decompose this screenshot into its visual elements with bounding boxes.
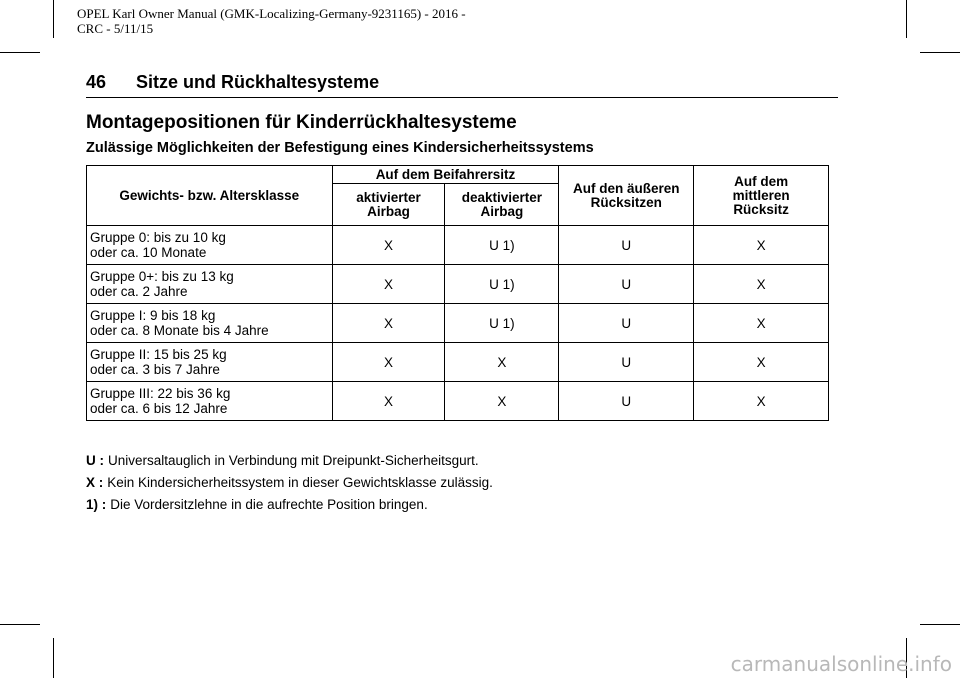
- legend-key: 1) :: [86, 497, 107, 512]
- document-meta: [77, 6, 466, 36]
- row-label: Gruppe II: 15 bis 25 kg oder ca. 3 bis 7 Jahre: [87, 343, 333, 382]
- table-cell: X: [445, 343, 559, 382]
- crop-mark: [53, 0, 54, 38]
- table-cell: U: [559, 343, 694, 382]
- meta-line-2: CRC - 5/11/15: [77, 21, 154, 36]
- table-row: [87, 382, 829, 421]
- table-cell: X: [332, 304, 445, 343]
- restraint-table: [86, 165, 829, 421]
- legend-item: [86, 453, 479, 468]
- table-cell: X: [694, 382, 829, 421]
- table-cell: U: [559, 382, 694, 421]
- legend-key: U :: [86, 453, 104, 468]
- legend-item: [86, 497, 428, 512]
- legend-text: Die Vordersitzlehne in die aufrechte Position bringen.: [110, 497, 428, 512]
- table-cell: X: [694, 304, 829, 343]
- table-row: [87, 265, 829, 304]
- page-title: Montagepositionen für Kinderrückhaltesysteme: [86, 112, 517, 133]
- legend-item: [86, 475, 493, 490]
- table-cell: X: [332, 226, 445, 265]
- crop-mark: [920, 624, 960, 625]
- crop-mark: [53, 638, 54, 678]
- crop-mark: [0, 52, 40, 53]
- row-label: Gruppe 0: bis zu 10 kg oder ca. 10 Monate: [87, 226, 333, 265]
- table-cell: U 1): [445, 304, 559, 343]
- meta-line-1: OPEL Karl Owner Manual (GMK-Localizing-Germany-9231165) - 2016 -: [77, 6, 466, 21]
- row-label: Gruppe 0+: bis zu 13 kg oder ca. 2 Jahre: [87, 265, 333, 304]
- legend-text: Kein Kindersicherheitssystem in dieser Gewichtsklasse zulässig.: [107, 475, 493, 490]
- row-label: Gruppe III: 22 bis 36 kg oder ca. 6 bis 12 Jahre: [87, 382, 333, 421]
- table-row: [87, 226, 829, 265]
- table-cell: U: [559, 226, 694, 265]
- table-cell: X: [332, 382, 445, 421]
- table-cell: X: [332, 265, 445, 304]
- header-middle-rear-seat: Auf dem mittleren Rücksitz: [694, 166, 829, 226]
- legend-key: X :: [86, 475, 104, 490]
- table-row: [87, 343, 829, 382]
- crop-mark: [920, 52, 960, 53]
- row-label: Gruppe I: 9 bis 18 kg oder ca. 8 Monate bis 4 Jahre: [87, 304, 333, 343]
- table-cell: X: [694, 343, 829, 382]
- page-header: [86, 72, 379, 93]
- table-cell: U: [559, 304, 694, 343]
- table-cell: X: [332, 343, 445, 382]
- header-airbag-inactive: deaktivierter Airbag: [445, 184, 559, 226]
- header-passenger-seat: Auf dem Beifahrersitz: [332, 166, 559, 184]
- table-cell: U 1): [445, 265, 559, 304]
- table-row: [87, 304, 829, 343]
- header-outer-rear-seats: Auf den äußeren Rücksitzen: [559, 166, 694, 226]
- table-cell: U 1): [445, 226, 559, 265]
- section-title: Sitze und Rückhaltesysteme: [136, 72, 380, 92]
- table-cell: X: [694, 226, 829, 265]
- header-airbag-active: aktivierter Airbag: [332, 184, 445, 226]
- header-weight-class: Gewichts- bzw. Altersklasse: [87, 166, 333, 226]
- table-cell: U: [559, 265, 694, 304]
- crop-mark: [0, 624, 40, 625]
- table-caption: Zulässige Möglichkeiten der Befestigung eines Kindersicherheitssystems: [86, 140, 594, 156]
- crop-mark: [906, 0, 907, 38]
- page-number: 46: [86, 72, 107, 92]
- header-rule: [86, 97, 838, 98]
- legend-text: Universaltauglich in Verbindung mit Dreipunkt-Sicherheitsgurt.: [108, 453, 479, 468]
- watermark-text: carmanualsonline.info: [730, 652, 952, 676]
- table-cell: X: [694, 265, 829, 304]
- table-cell: X: [445, 382, 559, 421]
